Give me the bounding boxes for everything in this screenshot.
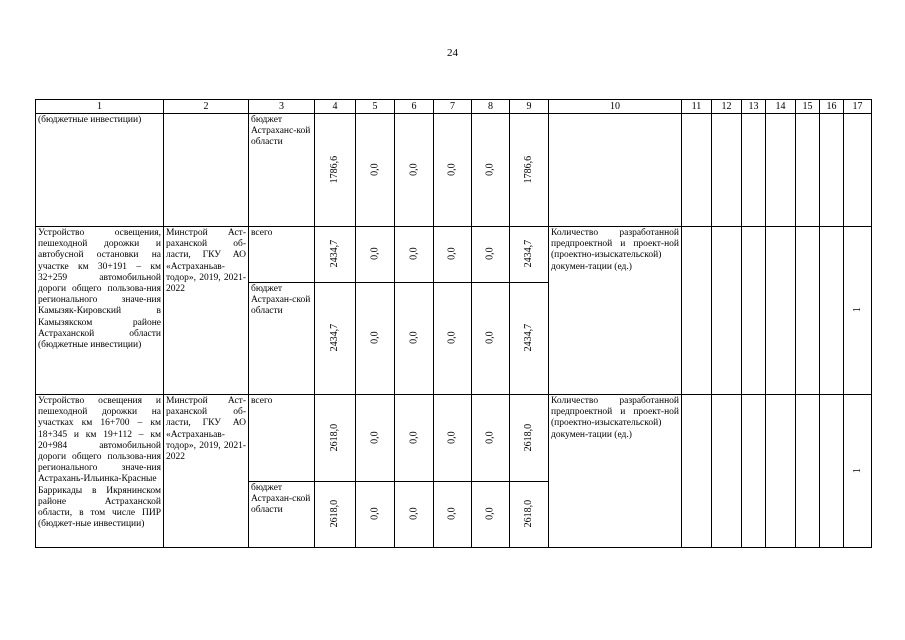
value-cell [356,283,395,395]
value-text: 0,0 [408,507,420,521]
value-text: 0,0 [484,431,496,444]
value-text: 0,0 [484,331,496,345]
value-text: 0,0 [446,331,458,345]
col-header: 16 [820,100,844,114]
empty-cell [796,395,820,548]
empty-cell [766,227,796,395]
indicator-cell: Количество разработанной предпроектной и проект-ной (проектно-изыскательской) докумен-тации (ед.) [549,227,682,395]
table-row [36,395,872,482]
value-text: 0,0 [369,431,381,444]
value-text: 2434,7 [329,240,341,268]
value-cell [472,395,510,482]
value-cell [434,283,472,395]
value-text: 2618,0 [329,423,341,452]
col-header: 1 [36,100,164,114]
executor-cell [164,114,249,227]
value-cell [395,227,434,283]
program-table [35,99,872,548]
value-text: 2434,7 [523,324,535,352]
empty-cell [742,395,766,548]
value-text: 2618,0 [523,500,535,528]
value-cell [395,395,434,482]
value-text: 0,0 [369,507,381,521]
empty-cell [682,227,712,395]
value-cell [356,114,395,227]
header-row [36,100,872,114]
value-text: 0,0 [408,331,420,345]
table-row [36,114,872,227]
col-header: 12 [712,100,742,114]
empty-cell [766,395,796,548]
value-text: 0,0 [369,163,381,176]
col-header: 4 [315,100,356,114]
value-text: 0,0 [484,507,496,521]
empty-cell [742,227,766,395]
col-header: 6 [395,100,434,114]
empty-cell [712,227,742,395]
empty-cell [820,114,844,227]
empty-cell [712,114,742,227]
value-text: 0,0 [446,431,458,444]
empty-cell [742,114,766,227]
value-cell [510,283,549,395]
value-text: 0,0 [408,247,420,261]
value-cell [395,283,434,395]
value-cell [434,227,472,283]
col-header: 9 [510,100,549,114]
funding-source: всего [249,227,315,283]
funding-source: всего [249,395,315,482]
value-cell [315,227,356,283]
value-cell [356,395,395,482]
value-text: 2618,0 [329,500,341,528]
value-text: 2618,0 [523,423,535,452]
value-cell [315,482,356,548]
value-cell [315,114,356,227]
value-cell [510,114,549,227]
value-text: 0,0 [408,163,420,176]
value-cell [510,227,549,283]
col-header: 8 [472,100,510,114]
empty-cell [844,114,872,227]
value-text: 0,0 [484,247,496,261]
col-header: 2 [164,100,249,114]
value-cell [472,482,510,548]
empty-cell [820,395,844,548]
value-cell [315,395,356,482]
value-cell [472,283,510,395]
executor-cell: Минстрой Аст-раханской об-ласти, ГКУ АО «Астраханьав-тодор», 2019, 2021-2022 [164,227,249,395]
item-name: Устройство освещения и пешеходной дорожки на участках км 16+700 – км 18+345 и км 19+112 – км 20+984 автомобильной дороги общего пользова-ния регионального значе-ния Астрахань-Ильинка-Красные Баррикады в Икрянинском районе Астраханской области, в том числе ПИР (бюджет-ные инвестиции) [36,395,164,548]
empty-cell [712,395,742,548]
value-text: 1786,6 [329,155,341,184]
value-cell [356,482,395,548]
table-row [36,227,872,283]
empty-cell [796,227,820,395]
col-header: 15 [796,100,820,114]
value-text: 0,0 [446,163,458,176]
funding-source: бюджет Астрахан-ской области [249,482,315,548]
value-cell [434,395,472,482]
col-header: 17 [844,100,872,114]
col-header: 10 [549,100,682,114]
value-cell [395,114,434,227]
indicator-cell [549,114,682,227]
value-cell [434,482,472,548]
indicator-value-cell [844,227,872,395]
value-text: 0,0 [369,247,381,261]
value-text: 2434,7 [523,240,535,268]
indicator-value: 1 [851,307,863,313]
value-cell [472,227,510,283]
value-cell [395,482,434,548]
empty-cell [682,395,712,548]
value-cell [315,283,356,395]
value-cell [434,114,472,227]
value-cell [510,482,549,548]
page-number: 24 [447,47,458,59]
value-cell [510,395,549,482]
empty-cell [796,114,820,227]
indicator-value-cell [844,395,872,548]
indicator-value: 1 [851,467,863,473]
col-header: 13 [742,100,766,114]
value-text: 0,0 [446,507,458,521]
empty-cell [766,114,796,227]
value-text: 0,0 [408,431,420,444]
col-header: 5 [356,100,395,114]
executor-cell: Минстрой Аст-раханской об-ласти, ГКУ АО «Астраханьав-тодор», 2019, 2021-2022 [164,395,249,548]
value-text: 0,0 [369,331,381,345]
col-header: 7 [434,100,472,114]
value-text: 1786,6 [523,155,535,184]
empty-cell [682,114,712,227]
value-text: 0,0 [446,247,458,261]
empty-cell [820,227,844,395]
col-header: 14 [766,100,796,114]
funding-source: бюджет Астрахан-ской области [249,283,315,395]
indicator-cell: Количество разработанной предпроектной и проект-ной (проектно-изыскательской) докумен-тации (ед.) [549,395,682,548]
item-name: (бюджетные инвестиции) [36,114,164,227]
funding-source: бюджет Астраханс-кой области [249,114,315,227]
value-text: 0,0 [484,163,496,176]
col-header: 3 [249,100,315,114]
col-header: 11 [682,100,712,114]
value-cell [356,227,395,283]
value-cell [472,114,510,227]
item-name: Устройство освещения, пешеходной дорожки и автобусной остановки на участке км 30+191 – км 32+259 автомобильной дороги общего пользова-ния регионального значе-ния Камызяк-Кировский в Камызякском районе Астраханской области (бюджетные инвестиции) [36,227,164,395]
value-text: 2434,7 [329,324,341,352]
